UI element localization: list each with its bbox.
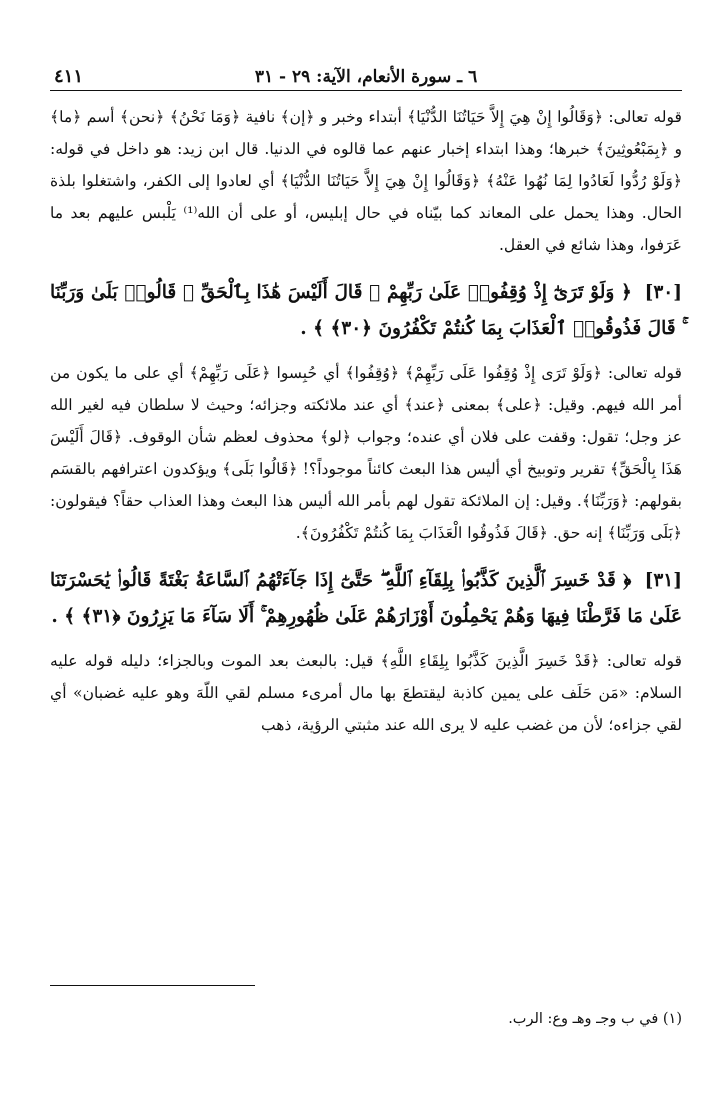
running-title: ٦ ـ سورة الأنعام، الآية: ٢٩ - ٣١ [254, 67, 478, 87]
verse-number: [٣٠] [644, 282, 682, 303]
verse-text: ﴿ وَلَوْ تَرَىٰٓ إِذْ وُقِفُوا۟ عَلَىٰ رَبِّهِمْ ۚ قَالَ أَلَيْسَ هَٰذَا بِٱلْحَقِّ ۚ قَالُوا۟ بَلَىٰ وَرَبِّنَا ۚ قَالَ فَذُوقُوا۟ ٱلْعَذَابَ بِمَا كُنتُمْ تَكْفُرُونَ ﴿٣٠﴾ ﴾ . [50, 282, 682, 339]
commentary-block-3 [50, 645, 682, 741]
book-page [50, 60, 682, 1060]
verse-text: ﴿ قَدْ خَسِرَ ٱلَّذِينَ كَذَّبُوا۟ بِلِقَآءِ ٱللَّهِ ۖ حَتَّىٰٓ إِذَا جَآءَتْهُمُ ٱلسَّاعَةُ بَغْتَةً قَالُوا۟ يَٰحَسْرَتَنَا عَلَىٰ مَا فَرَّطْنَا فِيهَا وَهُمْ يَحْمِلُونَ أَوْزَارَهُمْ عَلَىٰ ظُهُورِهِمْ ۚ أَلَا سَآءَ مَا يَزِرُونَ ﴿٣١﴾ ﴾ . [50, 570, 682, 627]
commentary-paragraph: قوله تعالى: ﴿وَقَالُوا إِنْ هِيَ إِلاَّ حَيَاتُنَا الدُّنْيَا﴾ أبتداء وخبر و ﴿إن﴾ نافية ﴿وَمَا نَحْنُ﴾ ﴿نحن﴾ أسم ﴿ما﴾ و ﴿بِمَبْعُوثِينَ﴾ خبرها؛ وهذا ابتداء إخبار عنهم عما قالوه في الدنيا. قال ابن زيد: هو داخل في قوله: ﴿وَلَوْ رُدُّوا لَعَادُوا لِمَا نُهُوا عَنْهُ﴾ ﴿وَقَالُوا إِنْ هِيَ إِلاَّ حَيَاتُنَا الدُّنْيَا﴾ أي لعادوا إلى الكفر، واشتغلوا بلذة الحال. وهذا يحمل على المعاند كما بيّناه في حال إبليس، أو على أن الله⁽¹⁾ يَلْبس عليهم بعد ما عَرَفوا، وهذا شائع في العقل. [50, 108, 682, 254]
verse-31 [50, 563, 682, 635]
commentary-block-1 [50, 101, 682, 261]
footnote: (١) في ب وجـ وهـ وع: الرب. [508, 1011, 682, 1027]
page-header [50, 60, 682, 91]
footnote-divider [50, 985, 255, 986]
verse-number: [٣١] [644, 570, 682, 591]
page-number: ٤١١ [54, 66, 84, 87]
commentary-block-2 [50, 357, 682, 549]
commentary-paragraph: قوله تعالى: ﴿وَلَوْ تَرَى إِذْ وُقِفُوا عَلَى رَبِّهِمْ﴾ ﴿وُقِفُوا﴾ أي حُبِسوا ﴿عَلَى رَبِّهِمْ﴾ أي على ما يكون من أمر الله فيهم. وقيل: ﴿على﴾ بمعنى ﴿عند﴾ أي عند ملائكته وجزائه؛ وحيث لا سلطان فيه لغير الله عز وجل؛ تقول: وقفت على فلان أي عنده؛ وجواب ﴿لو﴾ محذوف لعظم شأن الوقوف. ﴿قَالَ أَلَيْسَ هَذَا بِالْحَقِّ﴾ تقرير وتوبيخ أي أليس هذا البعث كائناً موجوداً؟! ﴿قَالُوا بَلَى﴾ ويؤكدون اعترافهم بالقسَم بقولهم: ﴿وَرَبِّنَا﴾. وقيل: إن الملائكة تقول لهم بأمر الله أليس هذا البعث وهذا العذاب حقاً؟ فيقولون: ﴿بَلَى وَرَبِّنَا﴾ إنه حق. ﴿قَالَ فَذُوقُوا الْعَذَابَ بِمَا كُنتُمْ تَكْفُرُونَ﴾. [50, 364, 682, 542]
verse-30 [50, 275, 682, 347]
commentary-paragraph: قوله تعالى: ﴿قَدْ خَسِرَ الَّذِينَ كَذَّبُوا بِلِقَاءِ اللَّهِ﴾ قيل: بالبعث بعد الموت وبالجزاء؛ دليله قوله عليه السلام: «مَن حَلَف على يمين كاذبة ليقتطعَ بها مال أمرىء مسلم لقي اللّهَ وهو عليه غضبان» أي لقي جزاءه؛ لأن من غضب عليه لا يرى الله عند مثبتي الرؤية، ذهب [50, 652, 682, 734]
